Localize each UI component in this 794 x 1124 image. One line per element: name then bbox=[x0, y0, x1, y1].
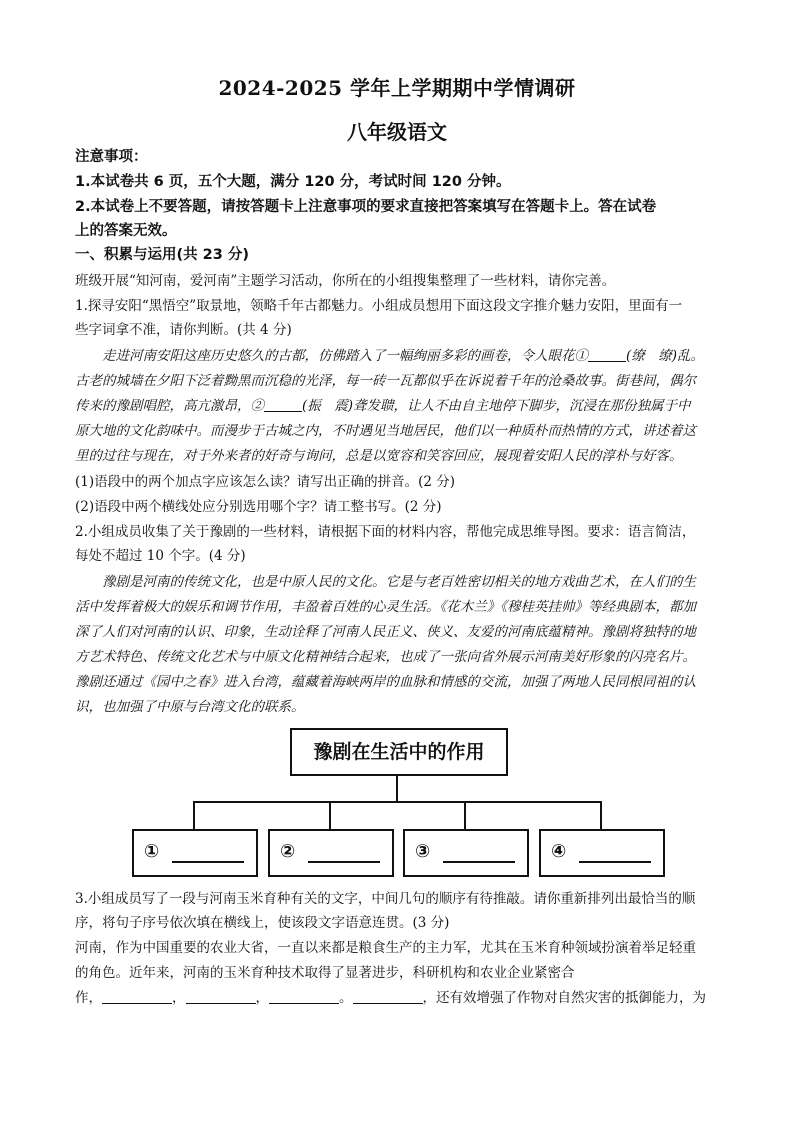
node-number: ③ bbox=[415, 841, 431, 862]
section-1-intro: 班级开展“知河南，爱河南”主题学习活动，你所在的小组搜集整理了一些材料，请你完善。 bbox=[75, 273, 616, 289]
section-1-heading: 一、积累与运用(共 23 分) bbox=[75, 247, 250, 263]
notice-item-1: 1.本试卷共 6 页，五个大题，满分 120 分，考试时间 120 分钟。 bbox=[75, 174, 511, 190]
answer-blank[interactable] bbox=[588, 347, 626, 362]
notice-item-2-line-1: 2.本试卷上不要答题，请按答题卡上注意事项的要求直接把答案填写在答题卡上。答在试卷 bbox=[75, 199, 657, 215]
q2-prompt-line-2: 每处不超过 10 个字。(4 分) bbox=[75, 548, 246, 564]
q3-separator: ， bbox=[172, 990, 186, 1006]
q1-passage-text: 传来的豫剧唱腔，高亢激昂，② bbox=[75, 398, 264, 414]
exam-subtitle: 八年级语文 bbox=[347, 120, 447, 144]
q1-sub-question-2: (2)语段中两个横线处应分别选用哪个字？请工整书写。(2 分) bbox=[75, 499, 442, 515]
mindmap-connector bbox=[193, 801, 601, 803]
answer-blank[interactable] bbox=[102, 989, 172, 1004]
q1-passage-line-1 bbox=[75, 346, 723, 367]
exam-title: 2024-2025 学年上学期期中学情调研 bbox=[218, 76, 576, 100]
notice-item-2-line-2: 上的答案无效。 bbox=[75, 223, 177, 239]
answer-blank[interactable] bbox=[186, 989, 256, 1004]
mindmap-node-1[interactable] bbox=[132, 829, 258, 877]
q1-passage-line-5: 里的过往与现在，对于外来者的好奇与询问，总是以宽容和笑容回应，展现着安阳人民的淳朴与好客。 bbox=[75, 448, 683, 464]
q2-passage-line-5: 豫剧还通过《园中之春》进入台湾，蕴藏着海峡两岸的血脉和情感的交流，加强了两地人民同根同祖的认 bbox=[75, 674, 696, 690]
node-number: ② bbox=[280, 841, 296, 862]
q2-passage-line-6: 识，也加强了中原与台湾文化的联系。 bbox=[75, 699, 305, 715]
q3-text: 作， bbox=[75, 990, 102, 1006]
mindmap-root: 豫剧在生活中的作用 bbox=[290, 728, 508, 776]
q2-passage-line-1: 豫剧是河南的传统文化，也是中原人民的文化。它是与老百姓密切相关的地方戏曲艺术，在人们的生 bbox=[102, 574, 696, 590]
answer-blank[interactable] bbox=[172, 861, 244, 863]
mindmap-connector bbox=[396, 774, 398, 802]
q3-text: ，还有效增强了作物对自然灾害的抵御能力，为 bbox=[422, 990, 706, 1006]
q1-passage-text: 走进河南安阳这座历史悠久的古都，仿佛踏入了一幅绚丽多彩的画卷，令人眼花① bbox=[102, 348, 588, 364]
mindmap-node-4[interactable] bbox=[539, 829, 665, 877]
mindmap-connector bbox=[329, 801, 331, 829]
q1-sub-question-1: (1)语段中的两个加点字应该怎么读？请写出正确的拼音。(2 分) bbox=[75, 474, 456, 490]
q3-separator: ， bbox=[255, 990, 269, 1006]
q3-passage-line-2: 的角色。近年来，河南的玉米育种技术取得了显著进步，科研机构和农业企业紧密合 bbox=[75, 965, 575, 981]
q1-passage-text: (振 震)聋发聩，让人不由自主地停下脚步，沉浸在那份独属于中 bbox=[302, 398, 691, 414]
answer-blank[interactable] bbox=[269, 989, 339, 1004]
mindmap-connector bbox=[193, 801, 195, 829]
answer-blank[interactable] bbox=[308, 861, 380, 863]
q1-passage-line-2: 古老的城墙在夕阳下泛着黝黑而沉稳的光泽，每一砖一瓦都似乎在诉说着千年的沧桑故事。街巷间，偶尔 bbox=[75, 373, 696, 389]
q2-passage-line-2: 活中发挥着极大的娱乐和调节作用，丰盈着百姓的心灵生活。《花木兰》《穆桂英挂帅》等经典剧本，都加 bbox=[75, 599, 696, 615]
answer-blank[interactable] bbox=[443, 861, 515, 863]
q3-prompt-line-2: 序，将句子序号依次填在横线上，使该段文字语意连贯。(3 分) bbox=[75, 915, 450, 931]
q1-passage-line-4: 原大地的文化韵味中。而漫步于古城之内，不时遇见当地居民，他们以一种质朴而热情的方式，讲述着这 bbox=[75, 423, 696, 439]
q3-passage-line-1: 河南，作为中国重要的农业大省，一直以来都是粮食生产的主力军，尤其在玉米育种领域扮演着举足轻重 bbox=[75, 940, 696, 956]
q3-prompt-line-1: 3.小组成员写了一段与河南玉米育种有关的文字，中间几句的顺序有待推敲。请你重新排列出最恰当的顺 bbox=[75, 891, 696, 907]
mindmap-node-3[interactable] bbox=[403, 829, 529, 877]
q2-passage-line-4: 方艺术特色、传统文化艺术与中原文化精神结合起来，也成了一张向省外展示河南美好形象的闪亮名片。 bbox=[75, 649, 696, 665]
mindmap-node-2[interactable] bbox=[268, 829, 394, 877]
notice-heading: 注意事项： bbox=[75, 149, 148, 165]
q3-separator: 。 bbox=[339, 990, 353, 1006]
q1-passage-text: (缭 缭)乱。 bbox=[626, 348, 705, 364]
q1-prompt-line-1: 1.探寻安阳“黑悟空”取景地，领略千年古都魅力。小组成员想用下面这段文字推介魅力安阳，里面有一 bbox=[75, 298, 683, 314]
q1-passage-line-3 bbox=[75, 396, 723, 417]
answer-blank[interactable] bbox=[353, 989, 423, 1004]
answer-blank[interactable] bbox=[264, 397, 302, 412]
mindmap-connector bbox=[464, 801, 466, 829]
q2-passage-line-3: 深了人们对河南的认识、印象，生动诠释了河南人民正义、侠义、友爱的河南底蕴精神。豫剧将独特的地 bbox=[75, 624, 696, 640]
mindmap-connector bbox=[600, 801, 602, 829]
node-number: ④ bbox=[551, 841, 567, 862]
q1-prompt-line-2: 些字词拿不准，请你判断。(共 4 分) bbox=[75, 322, 292, 338]
answer-blank[interactable] bbox=[579, 861, 651, 863]
node-number: ① bbox=[144, 841, 160, 862]
q3-passage-line-3 bbox=[75, 988, 723, 1009]
q2-prompt-line-1: 2.小组成员收集了关于豫剧的一些材料，请根据下面的材料内容，帮他完成思维导图。要求：语言简洁， bbox=[75, 524, 696, 540]
